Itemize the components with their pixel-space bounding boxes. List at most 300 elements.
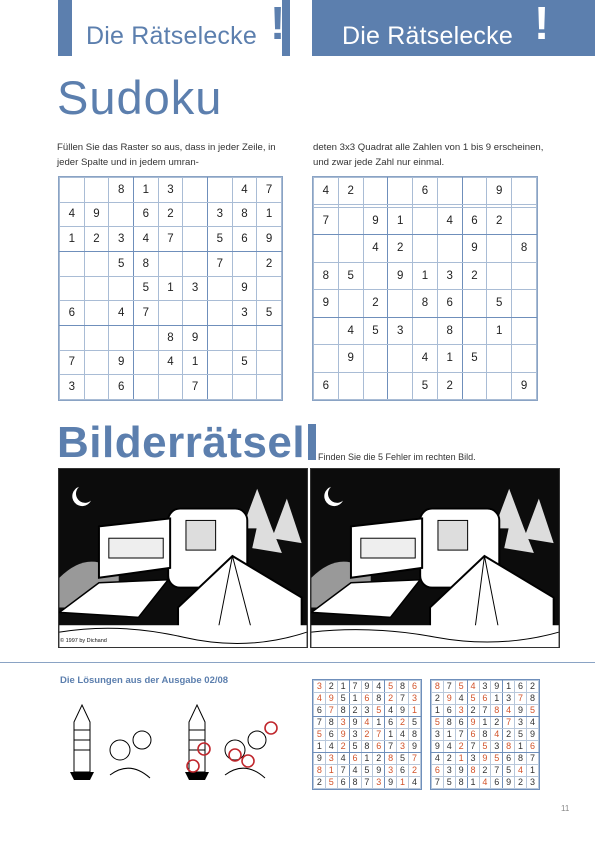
sudoku-2-cell-cell[interactable]: 4 [314, 178, 339, 205]
solution-1-cell-cell: 6 [325, 729, 337, 741]
solution-1-cell-cell: 1 [314, 741, 326, 753]
solution-1-cell-cell: 9 [325, 693, 337, 705]
sudoku-1-cell-cell[interactable]: 7 [158, 227, 183, 252]
solution-1-cell-cell: 7 [325, 705, 337, 717]
solution-2-cell-cell: 5 [515, 729, 527, 741]
solution-1-cell-cell: 8 [349, 777, 361, 789]
sudoku-1-cell-cell[interactable]: 3 [183, 276, 208, 301]
sudoku-2-cell-cell[interactable] [437, 235, 462, 262]
solution-2-cell-cell: 9 [491, 681, 503, 693]
solution-2-cell-cell: 2 [503, 729, 515, 741]
sudoku-2-cell-cell[interactable]: 2 [388, 235, 413, 262]
solution-2-cell-cell: 7 [443, 681, 455, 693]
solution-1-cell-cell: 8 [409, 729, 421, 741]
solution-2-cell-cell: 3 [527, 777, 539, 789]
sudoku-1-cell-cell[interactable] [133, 350, 158, 375]
sudoku-1-cell-cell[interactable] [158, 375, 183, 400]
solution-2-cell-cell: 8 [515, 753, 527, 765]
solution-2-cell-cell: 8 [491, 705, 503, 717]
sudoku-2-cell-cell[interactable] [338, 290, 363, 317]
solution-1-cell-cell: 8 [373, 693, 385, 705]
solution-1-cell-row [314, 765, 421, 777]
solution-1-cell-cell: 7 [385, 741, 397, 753]
sudoku-2-cell-row [314, 207, 537, 234]
solution-2-cell-cell: 2 [527, 681, 539, 693]
sudoku-2-cell-cell[interactable]: 3 [437, 262, 462, 289]
solution-1-cell-cell: 2 [314, 777, 326, 789]
solution-1-cell-cell: 3 [373, 777, 385, 789]
sudoku-1-cell-cell[interactable]: 8 [109, 178, 134, 203]
solution-2-cell-cell: 9 [503, 777, 515, 789]
sudoku-2-cell-cell[interactable]: 1 [388, 207, 413, 234]
solution-1-cell-cell: 5 [314, 729, 326, 741]
solution-2-cell-cell: 7 [467, 741, 479, 753]
sudoku-1-cell-cell[interactable] [183, 202, 208, 227]
sudoku-1-cell-row [60, 178, 282, 203]
solution-2-cell-row [432, 705, 539, 717]
solution-1-cell-cell: 1 [325, 765, 337, 777]
solution-2-cell-row [432, 765, 539, 777]
solution-2-cell-cell: 3 [491, 741, 503, 753]
solution-1-cell-cell: 2 [325, 681, 337, 693]
solution-1-cell-cell: 5 [325, 777, 337, 789]
solution-1-cell-cell: 7 [349, 681, 361, 693]
rocket-scene-right [175, 700, 281, 790]
sudoku-1-cell-cell[interactable]: 3 [158, 178, 183, 203]
sudoku-2-cell-cell[interactable] [512, 262, 537, 289]
solution-1-cell-cell: 6 [314, 705, 326, 717]
sudoku-2-cell-cell[interactable] [462, 372, 487, 400]
sudoku-2-cell-cell[interactable]: 6 [314, 372, 339, 400]
solution-1-cell-cell: 5 [385, 681, 397, 693]
solution-1-cell-cell: 1 [373, 717, 385, 729]
sudoku-1-cell-cell[interactable]: 5 [232, 350, 257, 375]
sudoku-1-cell-row [60, 251, 282, 276]
solution-1-cell-cell: 3 [337, 717, 349, 729]
sudoku-1-cell-cell[interactable] [207, 276, 232, 301]
solution-2-cell-row [432, 681, 539, 693]
sudoku-2-cell-cell[interactable] [462, 290, 487, 317]
solution-2-cell-cell: 8 [455, 777, 467, 789]
sudoku-1-cell-cell[interactable] [109, 276, 134, 301]
sudoku-1-cell-cell[interactable]: 8 [232, 202, 257, 227]
sudoku-2-cell-cell[interactable]: 4 [413, 345, 438, 372]
solution-1-cell-cell: 2 [373, 753, 385, 765]
sudoku-1-cell-cell[interactable]: 2 [158, 202, 183, 227]
sudoku-1-cell-cell[interactable]: 4 [60, 202, 85, 227]
sudoku-1-cell-cell[interactable]: 6 [109, 375, 134, 400]
solution-1-cell-cell: 4 [385, 705, 397, 717]
sudoku-1-cell-cell[interactable] [232, 251, 257, 276]
sudoku-1-cell-cell[interactable] [183, 178, 208, 203]
solution-2-cell-cell: 1 [479, 717, 491, 729]
sudoku-2-cell-cell[interactable]: 9 [388, 262, 413, 289]
sudoku-2-cell-cell[interactable] [413, 317, 438, 344]
solution-1-cell-row [314, 741, 421, 753]
solution-grid-1 [312, 679, 422, 790]
sudoku-1-cell-cell[interactable] [84, 325, 109, 350]
solution-2-cell-cell: 2 [443, 753, 455, 765]
solution-2-cell-cell: 4 [467, 681, 479, 693]
sudoku-2-cell-cell[interactable]: 2 [462, 262, 487, 289]
sudoku-1-cell-cell[interactable] [133, 325, 158, 350]
sudoku-1-cell-cell[interactable]: 9 [84, 202, 109, 227]
sudoku-2-cell-row [314, 372, 537, 400]
solution-1-cell-cell: 2 [385, 693, 397, 705]
sudoku-1-cell-cell[interactable] [207, 325, 232, 350]
sudoku-1-cell-cell[interactable]: 2 [257, 251, 282, 276]
sudoku-1-cell-cell[interactable] [84, 251, 109, 276]
header-title-left: Die Rätselecke [86, 22, 257, 50]
sudoku-2-cell-cell[interactable]: 9 [487, 178, 512, 205]
solution-picture-right [175, 700, 281, 790]
sudoku-1-cell-cell[interactable] [257, 350, 282, 375]
sudoku-2-cell-cell[interactable] [363, 345, 388, 372]
sudoku-2-cell-cell[interactable] [363, 178, 388, 205]
solution-1-cell-row [314, 729, 421, 741]
solution-1-cell-row [314, 753, 421, 765]
solution-2-cell-cell: 7 [515, 693, 527, 705]
sudoku-1-cell-cell[interactable]: 2 [84, 227, 109, 252]
sudoku-1-cell-row [60, 375, 282, 400]
sudoku-2-cell-table [313, 177, 537, 400]
solution-2-cell-cell: 9 [432, 741, 444, 753]
solution-2-cell-cell: 2 [515, 777, 527, 789]
sudoku-1-cell-cell[interactable] [84, 178, 109, 203]
sudoku-2-cell-cell[interactable]: 4 [363, 235, 388, 262]
sudoku-2-cell-cell[interactable] [338, 235, 363, 262]
sudoku-2-cell-cell[interactable]: 9 [512, 372, 537, 400]
header-title-right: Die Rätselecke [342, 22, 513, 50]
sudoku-2-cell-cell[interactable]: 6 [462, 207, 487, 234]
sudoku-1-cell-cell[interactable] [183, 301, 208, 326]
sudoku-2-cell-cell[interactable] [512, 178, 537, 205]
solution-1-cell-cell: 4 [349, 765, 361, 777]
sudoku-2-cell-cell[interactable] [487, 372, 512, 400]
sudoku-1-cell-cell[interactable]: 6 [133, 202, 158, 227]
sudoku-1-cell-row [60, 301, 282, 326]
sudoku-1-cell-cell[interactable]: 5 [109, 251, 134, 276]
sudoku-2-cell-cell[interactable]: 1 [437, 345, 462, 372]
solution-1-cell-cell: 5 [349, 741, 361, 753]
sudoku-1-cell-cell[interactable] [84, 375, 109, 400]
sudoku-1-cell-cell[interactable] [158, 301, 183, 326]
sudoku-1-cell-cell[interactable] [60, 251, 85, 276]
solution-2-cell-cell: 9 [479, 753, 491, 765]
sudoku-1-cell-cell[interactable] [207, 375, 232, 400]
sudoku-2-cell-cell[interactable]: 6 [413, 178, 438, 205]
solution-2-cell-cell: 5 [527, 705, 539, 717]
sudoku-2-cell-cell[interactable] [512, 345, 537, 372]
sudoku-1-cell-cell[interactable]: 4 [232, 178, 257, 203]
solution-2-cell-cell: 6 [527, 741, 539, 753]
sudoku-2-cell-cell[interactable] [388, 290, 413, 317]
solution-2-cell-cell: 6 [467, 729, 479, 741]
solution-1-cell-cell: 1 [349, 693, 361, 705]
solution-2-cell-cell: 8 [479, 729, 491, 741]
sudoku-1-cell-cell[interactable]: 6 [60, 301, 85, 326]
sudoku-1-cell-table [59, 177, 282, 400]
solution-2-cell-row [432, 753, 539, 765]
sudoku-2-cell-cell[interactable] [413, 207, 438, 234]
solution-grid-2 [430, 679, 540, 790]
solution-2-cell-cell: 5 [503, 765, 515, 777]
solution-1-cell-cell: 3 [361, 705, 373, 717]
sudoku-2-cell-cell[interactable] [487, 345, 512, 372]
sudoku-2-cell-cell[interactable]: 1 [413, 262, 438, 289]
sudoku-2-cell-cell[interactable] [413, 235, 438, 262]
solution-1-cell-cell: 8 [325, 717, 337, 729]
sudoku-1-cell-cell[interactable] [257, 375, 282, 400]
solution-2-cell-cell: 8 [467, 765, 479, 777]
sudoku-1-cell-cell[interactable] [232, 325, 257, 350]
sudoku-2-cell-cell[interactable]: 8 [512, 235, 537, 262]
solution-1-cell-cell: 9 [373, 765, 385, 777]
sudoku-2-cell-row [314, 262, 537, 289]
solution-2-cell-cell: 9 [455, 765, 467, 777]
sudoku-1-cell-cell[interactable]: 3 [109, 227, 134, 252]
sudoku-1-cell-cell[interactable] [257, 276, 282, 301]
sudoku-2-cell-cell[interactable]: 2 [363, 290, 388, 317]
sudoku-2-cell-cell[interactable] [338, 372, 363, 400]
solution-2-cell-cell: 1 [503, 681, 515, 693]
sudoku-2-cell-cell[interactable] [388, 372, 413, 400]
sudoku-2-cell-cell[interactable] [314, 317, 339, 344]
sudoku-2-cell-cell[interactable]: 2 [437, 372, 462, 400]
sudoku-1-cell-cell[interactable] [60, 325, 85, 350]
sudoku-1-cell-cell[interactable] [207, 301, 232, 326]
solution-2-cell-cell: 1 [491, 693, 503, 705]
solution-2-cell-cell: 1 [515, 741, 527, 753]
sudoku-2-cell-cell[interactable]: 5 [413, 372, 438, 400]
sudoku-1-cell-cell[interactable] [183, 251, 208, 276]
sudoku-2-cell-cell[interactable]: 8 [437, 317, 462, 344]
sudoku-1-cell-cell[interactable]: 7 [183, 375, 208, 400]
solution-2-cell-cell: 1 [432, 705, 444, 717]
solution-2-cell-cell: 9 [467, 717, 479, 729]
solution-1-cell-cell: 6 [409, 681, 421, 693]
sudoku-2-cell-cell[interactable] [314, 235, 339, 262]
sudoku-1-cell-cell[interactable]: 7 [257, 178, 282, 203]
sudoku-2-cell-cell[interactable]: 9 [338, 345, 363, 372]
sudoku-1-cell-cell[interactable] [109, 325, 134, 350]
sudoku-1-cell-cell[interactable]: 1 [158, 276, 183, 301]
solution-2-cell-cell: 4 [443, 741, 455, 753]
picture-copyright: © 1997 by Dichand [60, 638, 107, 644]
sudoku-1-cell-cell[interactable]: 7 [133, 301, 158, 326]
picture-right [310, 468, 560, 648]
sudoku-1-cell-cell[interactable]: 8 [133, 251, 158, 276]
sudoku-2-cell-cell[interactable] [512, 207, 537, 234]
solution-2-cell-cell: 7 [527, 753, 539, 765]
solution-2-cell-cell: 2 [455, 741, 467, 753]
solution-1-cell-cell: 7 [314, 717, 326, 729]
sudoku-2-cell-cell[interactable] [363, 262, 388, 289]
bilder-title-bar [308, 424, 316, 460]
sudoku-1-cell-cell[interactable] [84, 276, 109, 301]
solution-1-cell-cell: 5 [337, 693, 349, 705]
sudoku-2-cell-cell[interactable] [363, 372, 388, 400]
sudoku-1-cell-cell[interactable]: 5 [133, 276, 158, 301]
sudoku-1-cell-cell[interactable]: 5 [257, 301, 282, 326]
solution-1-cell-cell: 9 [314, 753, 326, 765]
solution-1-cell-cell: 4 [373, 681, 385, 693]
sudoku-2-cell-cell[interactable] [314, 345, 339, 372]
solution-2-cell-cell: 9 [515, 705, 527, 717]
solution-1-cell-cell: 7 [409, 753, 421, 765]
sudoku-1-cell-cell[interactable]: 9 [232, 276, 257, 301]
solution-1-cell-cell: 5 [361, 765, 373, 777]
sudoku-1-cell-cell[interactable]: 1 [133, 178, 158, 203]
solution-2-cell-cell: 3 [503, 693, 515, 705]
sudoku-1-cell-cell[interactable] [109, 202, 134, 227]
sudoku-1-cell-cell[interactable] [84, 350, 109, 375]
sudoku-1-cell-cell[interactable] [158, 251, 183, 276]
solution-1-cell-cell: 2 [409, 765, 421, 777]
solution-2-cell-cell: 7 [432, 777, 444, 789]
solution-2-cell-cell: 3 [515, 717, 527, 729]
sudoku-1-cell-cell[interactable]: 1 [257, 202, 282, 227]
sudoku-2-cell-cell[interactable] [487, 262, 512, 289]
sudoku-2-cell-cell[interactable]: 2 [487, 207, 512, 234]
sudoku-2-cell-cell[interactable] [388, 178, 413, 205]
sudoku-intro-right: deten 3x3 Quadrat alle Zahlen von 1 bis 9 erscheinen, und zwar jede Zahl nur einmal. [313, 142, 544, 168]
sudoku-1-cell-cell[interactable] [183, 227, 208, 252]
sudoku-2-cell-cell[interactable]: 7 [314, 207, 339, 234]
solution-2-cell-cell: 2 [491, 717, 503, 729]
sudoku-1-cell-cell[interactable]: 4 [158, 350, 183, 375]
solution-1-cell-row [314, 777, 421, 789]
solution-2-cell-row [432, 729, 539, 741]
solutions-title: Die Lösungen aus der Ausgabe 02/08 [60, 675, 229, 686]
sudoku-2-cell-cell[interactable] [512, 290, 537, 317]
solution-1-cell-cell: 6 [361, 693, 373, 705]
sudoku-2-cell-cell[interactable] [462, 317, 487, 344]
sudoku-2-cell-cell[interactable] [512, 317, 537, 344]
sudoku-2-cell-cell[interactable]: 1 [487, 317, 512, 344]
solution-1-cell-cell: 1 [385, 729, 397, 741]
sudoku-2-cell-cell[interactable]: 8 [413, 290, 438, 317]
sudoku-1-cell-cell[interactable] [60, 178, 85, 203]
solution-1-cell-cell: 5 [397, 753, 409, 765]
sudoku-2-cell-cell[interactable]: 9 [314, 290, 339, 317]
sudoku-2-cell-cell[interactable]: 5 [363, 317, 388, 344]
solution-2-cell-row [432, 777, 539, 789]
sudoku-1-cell-cell[interactable] [207, 350, 232, 375]
sudoku-1-cell-cell[interactable]: 7 [207, 251, 232, 276]
solution-1-cell-cell: 6 [349, 753, 361, 765]
solution-2-cell-cell: 1 [443, 729, 455, 741]
sudoku-2-cell-row [314, 290, 537, 317]
sudoku-1-cell-cell[interactable]: 1 [183, 350, 208, 375]
sudoku-2-cell-cell[interactable]: 6 [437, 290, 462, 317]
solution-1-cell-cell: 3 [325, 753, 337, 765]
sudoku-2-cell-cell[interactable]: 5 [487, 290, 512, 317]
solution-2-cell-cell: 5 [491, 753, 503, 765]
sudoku-2-cell-row [314, 317, 537, 344]
sudoku-1-cell-cell[interactable] [60, 276, 85, 301]
sudoku-1-cell-cell[interactable]: 3 [60, 375, 85, 400]
solution-2-cell-cell: 7 [491, 765, 503, 777]
sudoku-1-cell-row [60, 202, 282, 227]
sudoku-2-cell-cell[interactable]: 9 [462, 235, 487, 262]
sudoku-2-cell-cell[interactable]: 5 [462, 345, 487, 372]
solution-2-cell-cell: 6 [479, 693, 491, 705]
solution-2-cell-cell: 8 [503, 741, 515, 753]
sudoku-2-cell-cell[interactable]: 9 [363, 207, 388, 234]
solution-1-cell-row [314, 717, 421, 729]
sudoku-1-cell-cell[interactable]: 5 [207, 227, 232, 252]
solution-2-cell-cell: 6 [443, 705, 455, 717]
solution-1-cell-cell: 8 [314, 765, 326, 777]
solution-1-cell-cell: 3 [409, 693, 421, 705]
sudoku-1-cell-cell[interactable] [257, 325, 282, 350]
sudoku-2-cell-cell[interactable]: 2 [338, 178, 363, 205]
sudoku-1-cell-cell[interactable]: 4 [109, 301, 134, 326]
sudoku-2-cell-cell[interactable] [338, 207, 363, 234]
sudoku-1-cell-cell[interactable]: 9 [183, 325, 208, 350]
sudoku-1-cell-cell[interactable]: 9 [109, 350, 134, 375]
rocket-scene-left [60, 700, 166, 790]
sudoku-1-cell-cell[interactable]: 3 [232, 301, 257, 326]
sudoku-2-cell-cell[interactable]: 3 [388, 317, 413, 344]
sudoku-2-cell-cell[interactable] [487, 235, 512, 262]
sudoku-2-cell-cell[interactable] [437, 178, 462, 205]
sudoku-1-cell-cell[interactable]: 9 [257, 227, 282, 252]
sudoku-1-cell-cell[interactable]: 1 [60, 227, 85, 252]
solution-2-cell-cell: 7 [479, 705, 491, 717]
solution-1-cell-cell: 3 [397, 741, 409, 753]
solution-2-cell-cell: 4 [515, 765, 527, 777]
sudoku-2-cell-cell[interactable]: 4 [437, 207, 462, 234]
sudoku-2-cell-cell[interactable] [388, 345, 413, 372]
solution-1-cell-cell: 4 [314, 693, 326, 705]
sudoku-1-cell-cell[interactable] [133, 375, 158, 400]
sudoku-grid-2 [312, 176, 538, 401]
sudoku-1-cell-row [60, 350, 282, 375]
solution-2-cell-cell: 1 [527, 765, 539, 777]
solution-2-cell-cell: 8 [432, 681, 444, 693]
sudoku-intro-left: Füllen Sie das Raster so aus, dass in jeder Zeile, in jeder Spalte und in jedem umran- [57, 142, 276, 168]
sudoku-1-cell-cell[interactable] [84, 301, 109, 326]
camping-scene-left [59, 469, 307, 647]
sudoku-2-cell-cell[interactable]: 4 [338, 317, 363, 344]
solution-1-cell-cell: 3 [349, 729, 361, 741]
header-bang-right: ! [534, 0, 550, 49]
solution-1-cell-cell: 2 [349, 705, 361, 717]
solution-1-cell-cell: 9 [337, 729, 349, 741]
solution-1-cell-cell: 4 [337, 753, 349, 765]
sudoku-2-cell-cell[interactable] [462, 178, 487, 205]
sudoku-1-cell-row [60, 227, 282, 252]
solution-2-cell-row [432, 717, 539, 729]
sudoku-1-cell-cell[interactable]: 7 [60, 350, 85, 375]
sudoku-1-cell-cell[interactable]: 8 [158, 325, 183, 350]
sudoku-title: Sudoku [57, 71, 223, 124]
sudoku-2-cell-cell[interactable]: 5 [338, 262, 363, 289]
sudoku-1-cell-cell[interactable]: 4 [133, 227, 158, 252]
solution-1-cell-cell: 7 [337, 765, 349, 777]
solution-1-cell-cell: 7 [373, 729, 385, 741]
solution-1-cell-cell: 2 [397, 717, 409, 729]
sudoku-1-cell-cell[interactable] [232, 375, 257, 400]
sudoku-1-cell-cell[interactable]: 6 [232, 227, 257, 252]
solution-picture-left [60, 700, 166, 790]
solution-2-cell-cell: 4 [479, 777, 491, 789]
sudoku-1-cell-cell[interactable]: 3 [207, 202, 232, 227]
sudoku-2-cell-cell[interactable]: 8 [314, 262, 339, 289]
sudoku-1-cell-cell[interactable] [207, 178, 232, 203]
